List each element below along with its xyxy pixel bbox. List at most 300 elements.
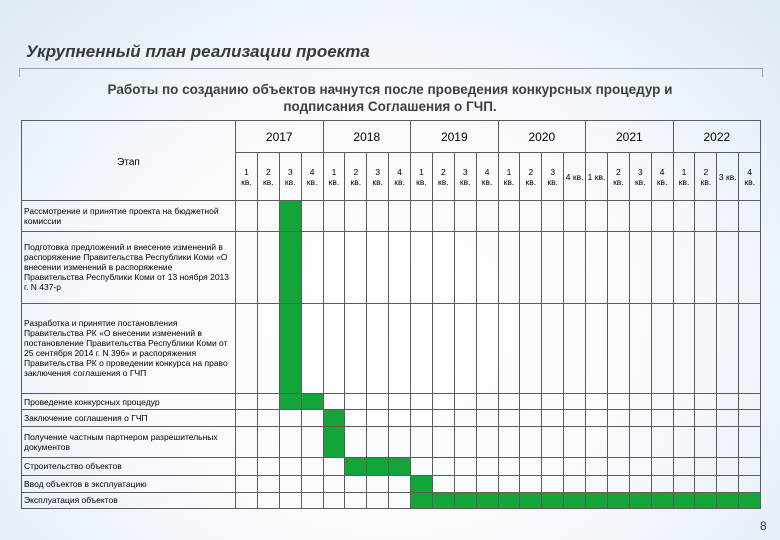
- gantt-cell: [367, 303, 389, 393]
- gantt-cell: [454, 457, 476, 475]
- gantt-cell: [520, 457, 542, 475]
- quarter-header: [454, 153, 476, 201]
- gantt-cell-active: [651, 492, 673, 508]
- gantt-cell: [586, 457, 608, 475]
- gantt-cell: [301, 410, 323, 426]
- gantt-cell: [476, 231, 498, 303]
- gantt-cell: [454, 426, 476, 457]
- table-row: [22, 201, 761, 232]
- table-row: [22, 476, 761, 492]
- gantt-cell: [607, 457, 629, 475]
- year-header: 2021: [586, 121, 674, 153]
- gantt-cell: [257, 231, 279, 303]
- gantt-cell: [739, 394, 761, 410]
- gantt-cell-active: [279, 394, 301, 410]
- gantt-cell: [564, 231, 586, 303]
- gantt-cell: [542, 201, 564, 232]
- gantt-cell: [673, 201, 695, 232]
- quarter-label-line: кв.: [481, 176, 493, 187]
- gantt-cell: [520, 303, 542, 393]
- gantt-cell: [279, 410, 301, 426]
- gantt-cell: [629, 476, 651, 492]
- gantt-cell: [411, 303, 433, 393]
- gantt-cell: [629, 410, 651, 426]
- gantt-cell: [432, 426, 454, 457]
- gantt-cell: [564, 457, 586, 475]
- page-title: Укрупненный план реализации проекта: [26, 42, 370, 61]
- gantt-cell: [739, 201, 761, 232]
- gantt-cell: [586, 394, 608, 410]
- stage-name: Ввод объектов в эксплуатацию: [22, 476, 236, 492]
- quarter-header: [279, 153, 301, 201]
- gantt-cell: [367, 410, 389, 426]
- gantt-cell: [345, 476, 367, 492]
- quarter-header: [498, 153, 520, 201]
- gantt-cell: [673, 394, 695, 410]
- gantt-cell: [301, 476, 323, 492]
- gantt-cell: [717, 410, 739, 426]
- gantt-cell: [629, 201, 651, 232]
- year-header: 2018: [323, 121, 411, 153]
- gantt-cell: [236, 303, 258, 393]
- gantt-cell: [673, 457, 695, 475]
- page-subtitle: [20, 81, 760, 115]
- gantt-cell: [717, 426, 739, 457]
- quarter-label-line: 1: [419, 166, 424, 177]
- gantt-cell: [498, 426, 520, 457]
- quarter-label-line: 4: [747, 166, 753, 177]
- gantt-cell-active: [432, 492, 454, 508]
- gantt-cell-active: [411, 492, 433, 508]
- quarter-label-line: 4 кв.: [565, 171, 584, 182]
- quarter-header: [520, 153, 542, 201]
- gantt-cell: [586, 201, 608, 232]
- gantt-cell-active: [629, 492, 651, 508]
- gantt-cell: [257, 201, 279, 232]
- gantt-cell: [739, 426, 761, 457]
- gantt-cell: [564, 201, 586, 232]
- year-header: 2022: [673, 121, 761, 153]
- quarter-header: [651, 153, 673, 201]
- gantt-cell: [257, 457, 279, 475]
- quarter-label-line: кв.: [459, 176, 471, 187]
- table-row: [22, 457, 761, 475]
- gantt-cell-active: [695, 492, 717, 508]
- quarter-label-line: 4: [659, 166, 665, 177]
- gantt-cell: [389, 426, 411, 457]
- quarter-label-line: 1: [331, 166, 337, 177]
- gantt-cell: [476, 201, 498, 232]
- quarter-label-line: 4: [309, 166, 315, 177]
- quarter-label-line: кв.: [284, 176, 296, 187]
- gantt-cell: [564, 303, 586, 393]
- subtitle-line-2: подписания Соглашения о ГЧП.: [283, 99, 497, 114]
- gantt-cell: [498, 457, 520, 475]
- gantt-cell: [236, 410, 258, 426]
- gantt-cell: [367, 231, 389, 303]
- quarter-header: [345, 153, 367, 201]
- gantt-cell: [345, 231, 367, 303]
- gantt-cell: [345, 426, 367, 457]
- gantt-cell: [586, 231, 608, 303]
- gantt-cell: [236, 394, 258, 410]
- gantt-cell-active: [498, 492, 520, 508]
- gantt-cell: [520, 231, 542, 303]
- gantt-cell: [236, 457, 258, 475]
- gantt-cell: [389, 394, 411, 410]
- gantt-cell: [432, 457, 454, 475]
- gantt-cell: [454, 303, 476, 393]
- gantt-cell: [629, 394, 651, 410]
- quarter-label-line: кв.: [503, 176, 515, 187]
- table-row: [22, 492, 761, 508]
- quarter-label-line: кв.: [350, 176, 362, 187]
- gantt-cell: [476, 303, 498, 393]
- quarter-label-line: кв.: [656, 176, 668, 187]
- gantt-cell: [542, 426, 564, 457]
- quarter-header: [389, 153, 411, 201]
- gantt-cell: [498, 410, 520, 426]
- gantt-cell: [432, 201, 454, 232]
- quarter-header: [607, 153, 629, 201]
- gantt-cell: [389, 201, 411, 232]
- gantt-cell: [432, 394, 454, 410]
- gantt-cell: [476, 426, 498, 457]
- quarter-label-line: 1: [681, 166, 687, 177]
- title-divider: [19, 68, 763, 77]
- gantt-cell: [301, 231, 323, 303]
- gantt-cell: [673, 476, 695, 492]
- quarter-label-line: кв.: [700, 176, 712, 187]
- gantt-cell: [323, 492, 345, 508]
- gantt-cell: [651, 231, 673, 303]
- quarter-label-line: 3: [462, 166, 468, 177]
- gantt-cell: [607, 231, 629, 303]
- gantt-cell: [498, 394, 520, 410]
- quarter-label-line: кв.: [744, 176, 755, 187]
- quarter-label-line: 2: [703, 166, 709, 177]
- quarter-header: [411, 153, 433, 201]
- gantt-cell: [673, 231, 695, 303]
- quarter-header: [717, 153, 739, 201]
- quarter-label-line: кв.: [241, 176, 252, 187]
- gantt-cell-active: [564, 492, 586, 508]
- quarter-label-line: кв.: [394, 176, 405, 187]
- quarter-label-line: 2: [265, 166, 271, 177]
- quarter-label-line: кв.: [416, 176, 427, 187]
- gantt-cell: [389, 410, 411, 426]
- gantt-cell: [301, 201, 323, 232]
- gantt-cell-active: [411, 476, 433, 492]
- quarter-label-line: кв.: [372, 176, 383, 187]
- gantt-cell: [607, 426, 629, 457]
- gantt-cell: [345, 492, 367, 508]
- quarter-label-line: кв.: [547, 176, 559, 187]
- quarter-header: [367, 153, 389, 201]
- gantt-cell: [454, 201, 476, 232]
- stage-name: Эксплуатация объектов: [22, 492, 236, 508]
- gantt-cell: [629, 457, 651, 475]
- gantt-cell: [454, 410, 476, 426]
- year-header-row: [22, 121, 761, 153]
- gantt-cell: [607, 303, 629, 393]
- gantt-cell: [301, 426, 323, 457]
- gantt-cell: [411, 410, 433, 426]
- gantt-cell: [367, 492, 389, 508]
- quarter-header: [301, 153, 323, 201]
- gantt-cell-active: [717, 492, 739, 508]
- gantt-cell: [301, 457, 323, 475]
- gantt-cell: [695, 457, 717, 475]
- gantt-cell: [454, 394, 476, 410]
- gantt-cell: [673, 303, 695, 393]
- gantt-cell: [498, 231, 520, 303]
- gantt-cell: [411, 231, 433, 303]
- gantt-cell: [564, 426, 586, 457]
- gantt-table: [21, 120, 761, 509]
- gantt-cell: [739, 457, 761, 475]
- quarter-label-line: 2: [528, 166, 534, 177]
- gantt-cell: [586, 426, 608, 457]
- gantt-cell: [345, 201, 367, 232]
- quarter-label-line: кв.: [438, 176, 449, 187]
- gantt-cell: [695, 394, 717, 410]
- gantt-cell: [257, 303, 279, 393]
- gantt-cell-active: [345, 457, 367, 475]
- gantt-cell: [586, 476, 608, 492]
- gantt-cell-active: [673, 492, 695, 508]
- gantt-cell: [411, 201, 433, 232]
- quarter-header: [257, 153, 279, 201]
- gantt-cell-active: [586, 492, 608, 508]
- gantt-cell: [432, 410, 454, 426]
- gantt-cell: [542, 303, 564, 393]
- gantt-cell: [257, 426, 279, 457]
- gantt-cell: [651, 394, 673, 410]
- gantt-cell: [739, 231, 761, 303]
- gantt-cell-active: [607, 492, 629, 508]
- gantt-cell: [629, 231, 651, 303]
- gantt-cell: [717, 231, 739, 303]
- quarter-header: [236, 153, 258, 201]
- gantt-cell: [411, 457, 433, 475]
- gantt-cell: [607, 476, 629, 492]
- gantt-cell: [476, 410, 498, 426]
- quarter-label-line: кв.: [306, 176, 318, 187]
- gantt-cell: [323, 201, 345, 232]
- subtitle-line-1: Работы по созданию объектов начнутся после проведения конкурсных процедур и: [107, 82, 673, 97]
- quarter-header: [323, 153, 345, 201]
- gantt-cell: [279, 457, 301, 475]
- gantt-cell: [542, 457, 564, 475]
- gantt-cell: [236, 476, 258, 492]
- gantt-cell: [345, 410, 367, 426]
- gantt-cell: [257, 394, 279, 410]
- stage-name: Проведение конкурсных процедур: [22, 394, 236, 410]
- gantt-cell-active: [542, 492, 564, 508]
- quarter-label-line: 3 кв.: [718, 171, 737, 182]
- gantt-cell: [520, 410, 542, 426]
- gantt-cell: [520, 394, 542, 410]
- gantt-cell: [301, 303, 323, 393]
- gantt-cell: [367, 201, 389, 232]
- quarter-label-line: 4: [484, 166, 490, 177]
- gantt-cell: [564, 410, 586, 426]
- quarter-header: [629, 153, 651, 201]
- gantt-cell-active: [279, 303, 301, 393]
- gantt-cell: [345, 303, 367, 393]
- gantt-cell: [739, 410, 761, 426]
- gantt-cell: [257, 476, 279, 492]
- gantt-cell: [389, 303, 411, 393]
- table-row: [22, 231, 761, 303]
- quarter-label-line: 4: [397, 166, 402, 177]
- gantt-cell: [520, 201, 542, 232]
- gantt-cell: [454, 231, 476, 303]
- gantt-cell-active: [476, 492, 498, 508]
- gantt-cell: [476, 394, 498, 410]
- gantt-cell: [236, 231, 258, 303]
- quarter-label-line: 3: [287, 166, 293, 177]
- gantt-cell: [323, 457, 345, 475]
- table-row: [22, 394, 761, 410]
- gantt-cell: [498, 303, 520, 393]
- gantt-cell-active: [454, 492, 476, 508]
- gantt-cell: [651, 201, 673, 232]
- gantt-cell: [717, 201, 739, 232]
- gantt-cell-active: [520, 492, 542, 508]
- gantt-cell-active: [279, 201, 301, 232]
- gantt-cell: [607, 201, 629, 232]
- gantt-cell: [673, 426, 695, 457]
- quarter-label-line: кв.: [263, 176, 274, 187]
- gantt-cell: [717, 457, 739, 475]
- gantt-cell: [695, 231, 717, 303]
- quarter-header: [673, 153, 695, 201]
- gantt-cell: [279, 426, 301, 457]
- gantt-cell: [323, 303, 345, 393]
- quarter-label-line: кв.: [328, 176, 340, 187]
- gantt-cell: [520, 476, 542, 492]
- gantt-cell: [236, 201, 258, 232]
- quarter-header: [739, 153, 761, 201]
- gantt-cell: [651, 476, 673, 492]
- gantt-cell: [476, 476, 498, 492]
- gantt-cell: [476, 457, 498, 475]
- table-row: [22, 426, 761, 457]
- page-number: 8: [760, 519, 767, 533]
- gantt-cell: [257, 492, 279, 508]
- gantt-cell: [432, 231, 454, 303]
- gantt-cell: [542, 476, 564, 492]
- gantt-cell-active: [367, 457, 389, 475]
- stage-name: Строительство объектов: [22, 457, 236, 475]
- quarter-header: [542, 153, 564, 201]
- gantt-cell: [389, 476, 411, 492]
- quarter-label-line: кв.: [613, 176, 624, 187]
- gantt-cell: [651, 303, 673, 393]
- year-header: 2017: [236, 121, 324, 153]
- stage-name: Получение частным партнером разрешительных документов: [22, 426, 236, 457]
- gantt-cell: [717, 394, 739, 410]
- year-header: 2019: [411, 121, 499, 153]
- quarter-label-line: 3: [375, 166, 381, 177]
- gantt-cell: [542, 394, 564, 410]
- gantt-cell: [717, 476, 739, 492]
- gantt-cell: [695, 303, 717, 393]
- gantt-cell: [279, 492, 301, 508]
- gantt-cell: [367, 476, 389, 492]
- gantt-cell: [542, 231, 564, 303]
- table-row: [22, 303, 761, 393]
- stage-name: Заключение соглашения о ГЧП: [22, 410, 236, 426]
- gantt-cell: [739, 476, 761, 492]
- quarter-label-line: 1: [506, 166, 512, 177]
- gantt-cell: [695, 476, 717, 492]
- gantt-cell-active: [323, 410, 345, 426]
- quarter-header: [695, 153, 717, 201]
- quarter-label-line: кв.: [634, 176, 646, 187]
- gantt-cell: [323, 231, 345, 303]
- gantt-cell: [629, 426, 651, 457]
- gantt-cell-active: [323, 426, 345, 457]
- gantt-cell: [301, 492, 323, 508]
- gantt-cell: [454, 476, 476, 492]
- quarter-label-line: 3: [637, 166, 643, 177]
- gantt-cell: [586, 410, 608, 426]
- quarter-header: [432, 153, 454, 201]
- gantt-cell: [345, 394, 367, 410]
- stage-column-header: Этап: [22, 121, 236, 201]
- gantt-cell: [432, 476, 454, 492]
- gantt-cell: [739, 303, 761, 393]
- quarter-label-line: кв.: [678, 176, 690, 187]
- stage-name: Подготовка предложений и внесение изменений в распоряжение Правительства Республики Коми «О внесении изменений в распоряжение Правительства Республики Коми от 13 ноября 2013 г. N 437-р: [22, 231, 236, 303]
- gantt-cell: [651, 426, 673, 457]
- gantt-cell: [432, 303, 454, 393]
- gantt-cell: [695, 410, 717, 426]
- quarter-label-line: 2: [353, 166, 359, 177]
- stage-name: Рассмотрение и принятие проекта на бюджетной комиссии: [22, 201, 236, 232]
- gantt-cell: [279, 476, 301, 492]
- gantt-cell: [323, 394, 345, 410]
- gantt-cell: [673, 410, 695, 426]
- gantt-cell-active: [739, 492, 761, 508]
- gantt-cell-active: [389, 457, 411, 475]
- gantt-cell: [717, 303, 739, 393]
- gantt-cell: [695, 426, 717, 457]
- gantt-cell-active: [279, 231, 301, 303]
- quarter-label-line: 3: [550, 166, 556, 177]
- quarter-label-line: 1: [244, 166, 249, 177]
- quarter-header: [564, 153, 586, 201]
- gantt-cell: [257, 410, 279, 426]
- quarter-header: [476, 153, 498, 201]
- gantt-cell: [542, 410, 564, 426]
- gantt-cell: [389, 492, 411, 508]
- gantt-cell: [629, 303, 651, 393]
- quarter-header: [586, 153, 608, 201]
- gantt-cell: [498, 476, 520, 492]
- gantt-cell: [651, 410, 673, 426]
- gantt-cell: [498, 201, 520, 232]
- gantt-cell-active: [301, 394, 323, 410]
- gantt-cell: [651, 457, 673, 475]
- gantt-cell: [411, 394, 433, 410]
- gantt-cell: [520, 426, 542, 457]
- gantt-cell: [323, 476, 345, 492]
- quarter-label-line: 2: [440, 166, 446, 177]
